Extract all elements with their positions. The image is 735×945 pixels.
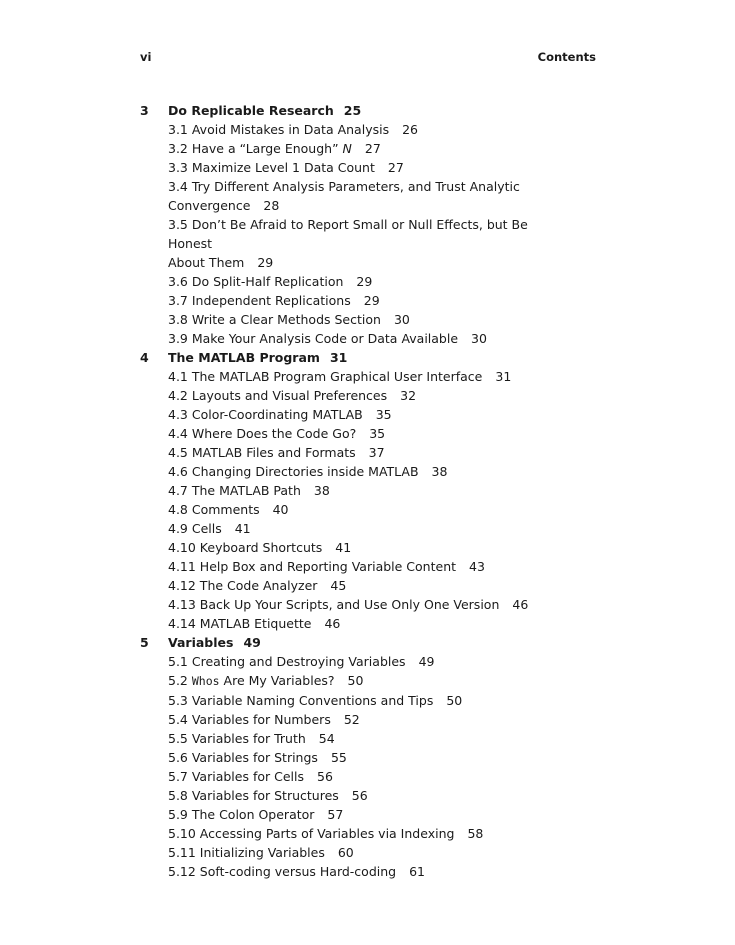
entry-label: 3.7 Independent Replications bbox=[168, 293, 351, 308]
entry-label: 5.9 The Colon Operator bbox=[168, 807, 315, 822]
chapter-number: 5 bbox=[140, 635, 149, 650]
chapter-title: The MATLAB Program bbox=[168, 350, 320, 365]
toc-entry[interactable] bbox=[140, 767, 570, 786]
entry-page: 57 bbox=[327, 807, 344, 822]
entry-page: 28 bbox=[263, 198, 280, 213]
entry-label: 3.9 Make Your Analysis Code or Data Available bbox=[168, 331, 459, 346]
entry-page: 30 bbox=[471, 331, 487, 346]
entry-label-line2: Convergence bbox=[168, 198, 251, 213]
entry-page: 55 bbox=[330, 750, 347, 765]
entry-label: 4.6 Changing Directories inside MATLAB bbox=[168, 464, 419, 479]
entry-label: 5.1 Creating and Destroying Variables bbox=[168, 654, 406, 669]
entry-page: 46 bbox=[324, 616, 341, 631]
entry-label: 5.3 Variable Naming Conventions and Tips bbox=[168, 693, 434, 708]
entry-page: 27 bbox=[364, 141, 381, 156]
entry-page: 26 bbox=[402, 122, 418, 137]
toc-entry[interactable] bbox=[140, 729, 570, 748]
chapter-title: Variables bbox=[168, 635, 234, 650]
toc-entry[interactable] bbox=[140, 614, 570, 633]
chapter-page: 25 bbox=[343, 103, 362, 118]
toc-entry[interactable] bbox=[140, 843, 570, 862]
chapter-number: 3 bbox=[140, 103, 149, 118]
entry-label: 3.1 Avoid Mistakes in Data Analysis bbox=[168, 122, 390, 137]
chapter-number: 4 bbox=[140, 350, 149, 365]
chapter-3 bbox=[140, 101, 570, 348]
toc-entry[interactable] bbox=[140, 481, 570, 500]
toc-entry[interactable] bbox=[140, 329, 570, 348]
entry-page: 32 bbox=[400, 388, 417, 403]
entry-label: 4.1 The MATLAB Program Graphical User Interface bbox=[168, 369, 483, 384]
chapter-heading[interactable] bbox=[140, 348, 570, 367]
toc-entry[interactable] bbox=[140, 120, 570, 139]
toc-entry[interactable] bbox=[140, 786, 570, 805]
toc-entry[interactable] bbox=[140, 500, 570, 519]
toc-entry[interactable] bbox=[140, 538, 570, 557]
entry-page: 29 bbox=[257, 255, 274, 270]
entry-page: 27 bbox=[387, 160, 404, 175]
toc-entry[interactable] bbox=[140, 158, 570, 177]
page-number: vi bbox=[140, 50, 152, 64]
toc-entry[interactable] bbox=[140, 139, 570, 158]
toc-entry[interactable] bbox=[140, 424, 570, 443]
entry-page: 35 bbox=[375, 407, 392, 422]
table-of-contents bbox=[140, 101, 570, 881]
toc-entry[interactable] bbox=[140, 710, 570, 729]
entry-label: 4.3 Color-Coordinating MATLAB bbox=[168, 407, 363, 422]
entry-label-line1: 3.5 Don’t Be Afraid to Report Small or Null Effects, but Be Honest bbox=[168, 217, 528, 251]
toc-entry[interactable] bbox=[140, 671, 570, 691]
toc-entry[interactable] bbox=[140, 557, 570, 576]
chapter-heading[interactable] bbox=[140, 633, 570, 652]
entry-page: 61 bbox=[409, 864, 426, 879]
toc-entry[interactable] bbox=[140, 443, 570, 462]
entry-label-italic: N bbox=[342, 141, 352, 156]
entry-label: 4.11 Help Box and Reporting Variable Content bbox=[168, 559, 457, 574]
entry-page: 56 bbox=[351, 788, 368, 803]
toc-entry[interactable] bbox=[140, 177, 570, 215]
chapter-page: 31 bbox=[329, 350, 348, 365]
entry-label: 3.3 Maximize Level 1 Data Count bbox=[168, 160, 375, 175]
chapter-page: 49 bbox=[243, 635, 261, 650]
toc-entry[interactable] bbox=[140, 652, 570, 671]
entry-label: 5.4 Variables for Numbers bbox=[168, 712, 331, 727]
entry-label: 4.8 Comments bbox=[168, 502, 260, 517]
entry-label: 4.9 Cells bbox=[168, 521, 222, 536]
entry-page: 43 bbox=[469, 559, 485, 574]
entry-page: 54 bbox=[318, 731, 335, 746]
entry-page: 58 bbox=[467, 826, 484, 841]
entry-label-code: Whos bbox=[191, 674, 220, 688]
entry-page: 40 bbox=[272, 502, 289, 517]
entry-label: 4.12 The Code Analyzer bbox=[168, 578, 318, 593]
entry-page: 29 bbox=[363, 293, 380, 308]
entry-page: 29 bbox=[356, 274, 373, 289]
entry-page: 50 bbox=[347, 673, 364, 688]
entry-label: 4.5 MATLAB Files and Formats bbox=[168, 445, 356, 460]
entry-page: 30 bbox=[393, 312, 410, 327]
entry-label: 4.14 MATLAB Etiquette bbox=[168, 616, 312, 631]
entry-page: 50 bbox=[446, 693, 463, 708]
toc-entry[interactable] bbox=[140, 215, 570, 272]
toc-entry[interactable] bbox=[140, 824, 570, 843]
toc-entry[interactable] bbox=[140, 291, 570, 310]
entry-label: 5.8 Variables for Structures bbox=[168, 788, 339, 803]
entry-label-line1: 3.4 Try Different Analysis Parameters, and Trust Analytic bbox=[168, 179, 520, 194]
entry-page: 56 bbox=[317, 769, 333, 784]
entry-page: 38 bbox=[431, 464, 448, 479]
toc-entry[interactable] bbox=[140, 576, 570, 595]
entry-label: 4.7 The MATLAB Path bbox=[168, 483, 301, 498]
entry-page: 31 bbox=[495, 369, 512, 384]
entry-label-line2: About Them bbox=[168, 255, 245, 270]
toc-entry[interactable] bbox=[140, 748, 570, 767]
toc-entry[interactable] bbox=[140, 367, 570, 386]
entry-label: 4.10 Keyboard Shortcuts bbox=[168, 540, 323, 555]
toc-entry[interactable] bbox=[140, 691, 570, 710]
toc-entry[interactable] bbox=[140, 310, 570, 329]
entry-label: 4.13 Back Up Your Scripts, and Use Only One Version bbox=[168, 597, 500, 612]
entry-page: 45 bbox=[330, 578, 347, 593]
entry-label: 4.4 Where Does the Code Go? bbox=[168, 426, 357, 441]
running-head bbox=[140, 50, 596, 66]
entry-page: 52 bbox=[343, 712, 360, 727]
entry-label-prefix: 5.2 bbox=[168, 673, 192, 688]
entry-page: 41 bbox=[335, 540, 352, 555]
toc-entry[interactable] bbox=[140, 805, 570, 824]
entry-label: 4.2 Layouts and Visual Preferences bbox=[168, 388, 388, 403]
toc-entry[interactable] bbox=[140, 386, 570, 405]
entry-label: 5.10 Accessing Parts of Variables via Indexing bbox=[168, 826, 455, 841]
entry-label: 5.6 Variables for Strings bbox=[168, 750, 318, 765]
entry-label: 3.8 Write a Clear Methods Section bbox=[168, 312, 381, 327]
toc-entry[interactable] bbox=[140, 862, 570, 881]
chapter-title: Do Replicable Research bbox=[168, 103, 334, 118]
toc-entry[interactable] bbox=[140, 595, 570, 614]
toc-entry[interactable] bbox=[140, 272, 570, 291]
chapter-5 bbox=[140, 633, 570, 881]
entry-page: 49 bbox=[418, 654, 435, 669]
entry-label-suffix: Are My Variables? bbox=[219, 673, 335, 688]
toc-entry[interactable] bbox=[140, 405, 570, 424]
running-head-title: Contents bbox=[537, 50, 596, 64]
entry-page: 60 bbox=[337, 845, 354, 860]
entry-label: 5.12 Soft-coding versus Hard-coding bbox=[168, 864, 397, 879]
entry-page: 35 bbox=[369, 426, 386, 441]
chapter-4 bbox=[140, 348, 570, 633]
entry-page: 46 bbox=[512, 597, 529, 612]
entry-label: 5.7 Variables for Cells bbox=[168, 769, 304, 784]
entry-page: 37 bbox=[368, 445, 385, 460]
entry-page: 41 bbox=[234, 521, 251, 536]
chapter-heading[interactable] bbox=[140, 101, 570, 120]
toc-entry[interactable] bbox=[140, 462, 570, 481]
entry-page: 38 bbox=[313, 483, 330, 498]
entry-label: 5.5 Variables for Truth bbox=[168, 731, 306, 746]
toc-entry[interactable] bbox=[140, 519, 570, 538]
entry-label: 3.2 Have a “Large Enough” bbox=[168, 141, 343, 156]
entry-label: 3.6 Do Split-Half Replication bbox=[168, 274, 344, 289]
entry-label: 5.11 Initializing Variables bbox=[168, 845, 325, 860]
